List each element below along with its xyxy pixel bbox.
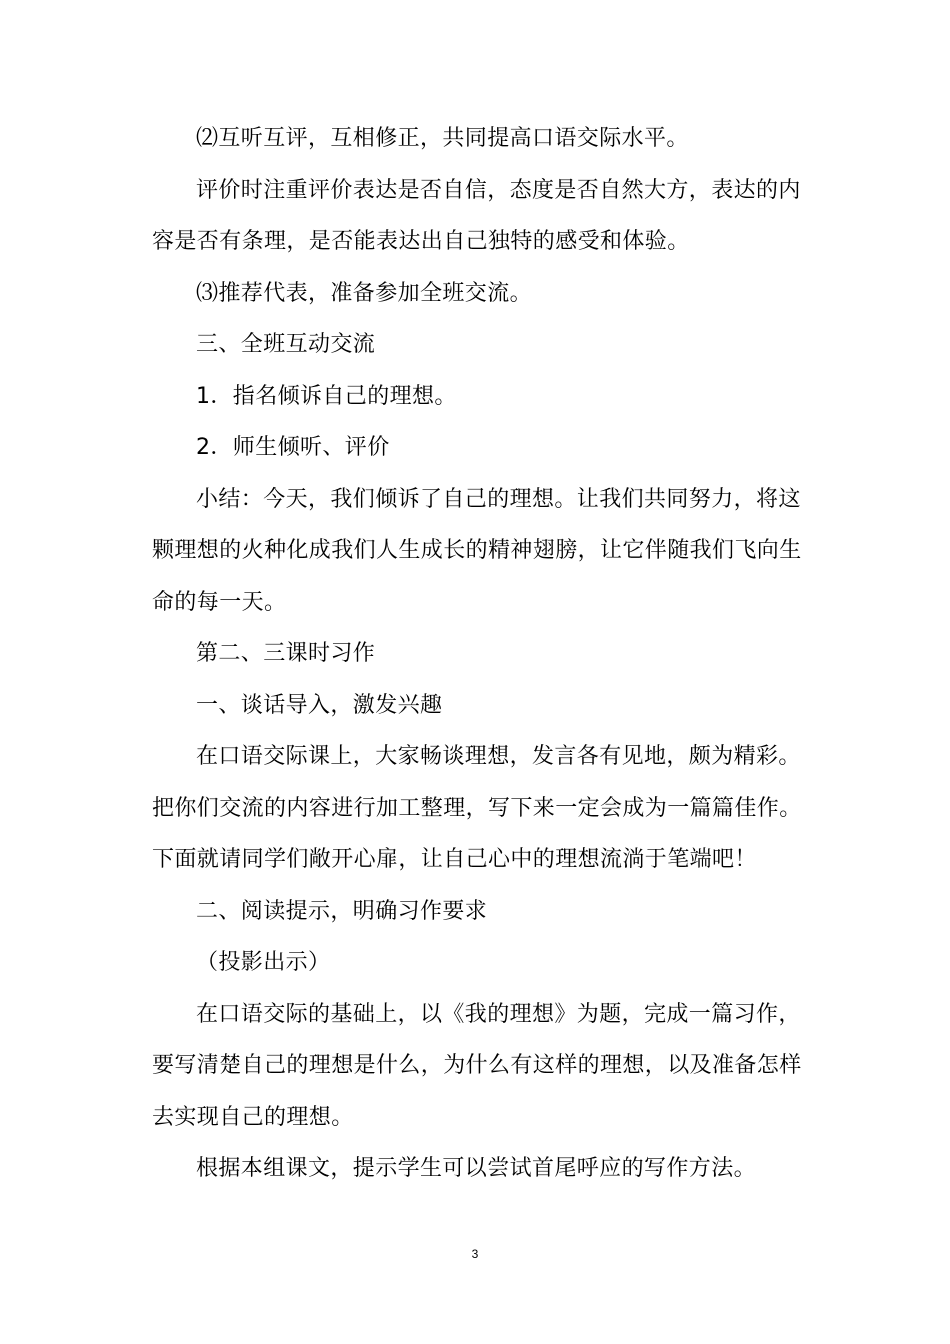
- paragraph-evaluation-criteria: 评价时注重评价表达是否自信，态度是否自然大方，表达的内容是否有条理，是否能表达出自己独特的感受和体验。: [152, 177, 801, 254]
- document-body: [152, 113, 802, 1195]
- paragraph-introduction: 在口语交际课上，大家畅谈理想，发言各有见地，颇为精彩。把你们交流的内容进行加工整理，写下来一定会成为一篇篇佳作。下面就请同学们敞开心扉，让自己心中的理想流淌于笔端吧！: [152, 744, 802, 872]
- section-heading-reading-tips: 二、阅读提示，明确习作要求: [196, 898, 488, 924]
- heading-lesson-two-three: 第二、三课时习作: [196, 641, 376, 666]
- list-item-tell-ideals: 1．指名倾诉自己的理想。: [196, 383, 457, 409]
- paragraph-writing-method: 根据本组课文，提示学生可以尝试首尾呼应的写作方法。: [196, 1156, 757, 1181]
- paragraph-recommend-representative: ⑶推荐代表，准备参加全班交流。: [196, 280, 533, 306]
- section-heading-introduction: 一、谈话导入，激发兴趣: [196, 692, 443, 718]
- section-heading-class-exchange: 三、全班互动交流: [196, 332, 376, 357]
- paragraph-summary: 小结：今天，我们倾诉了自己的理想。让我们共同努力，将这颗理想的火种化成我们人生成长的精神翅膀，让它伴随我们飞向生命的每一天。: [152, 486, 802, 615]
- paragraph-writing-task: 在口语交际的基础上，以《我的理想》为题，完成一篇习作，要写清楚自己的理想是什么，为什么有这样的理想，以及准备怎样去实现自己的理想。: [152, 1001, 802, 1130]
- list-item-listen-evaluate: 2．师生倾听、评价: [196, 435, 390, 460]
- paragraph-peer-review: ⑵互听互评，互相修正，共同提高口语交际水平。: [196, 126, 689, 151]
- page-number: 3: [471, 1247, 479, 1261]
- paragraph-projection-note: （投影出示）: [196, 950, 331, 975]
